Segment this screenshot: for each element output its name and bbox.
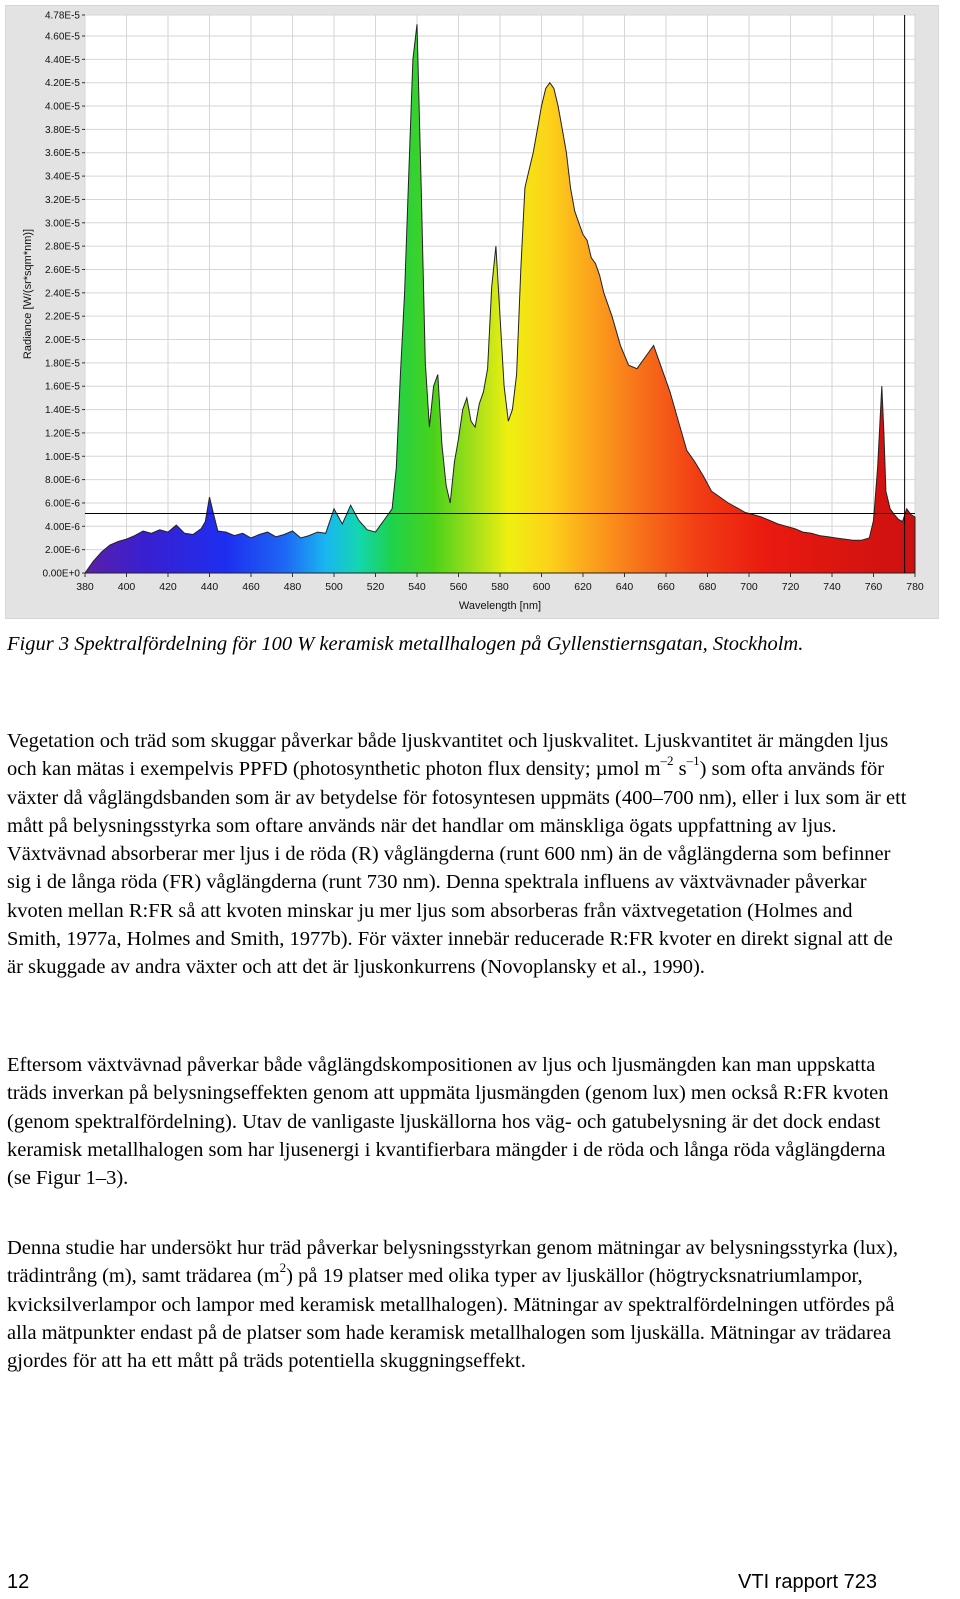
- figure-caption: Figur 3 Spektralfördelning för 100 W keramisk metallhalogen på Gyllenstiernsgatan, Stockholm.: [7, 633, 804, 655]
- spectral-chart: [5, 5, 939, 619]
- x-tick-label: 640: [615, 581, 634, 593]
- x-tick-label: 580: [491, 581, 509, 593]
- x-tick-label: 380: [76, 581, 94, 593]
- paragraph-3-text-a: Denna studie har undersökt hur träd påverkar belysningsstyrkan genom mätningar av belysningsstyrka (lux), trädintrång (m), samt trädarea (m: [7, 1237, 898, 1288]
- paragraph-1-text-c: ) som ofta används för växter då våglängdsbanden som är av betydelse för fotosyntesen uppmäts (400–700 nm), eller i lux som är ett mått på belysningsstyrka som oftare används när det handlar om mänskliga ögats uppfattning av ljus. Växtvävnad absorberar mer ljus i de röda (R) våglängderna (runt 600 nm) än de våglängderna som befinner sig i de långa röda (FR) våglängderna (runt 730 nm). Denna spektrala influens av växtvävnader påverkar kvoten mellan R:FR så att kvoten minskar ju mer ljus som absorberas från växtvegetation (Holmes and Smith, 1977a, Holmes and Smith, 1977b). För växter innebär reducerade R:FR kvoter en direkt signal att de är skuggade av andra växter och att det är ljuskonkurrens (Novoplansky et al., 1990).: [7, 758, 907, 979]
- paragraph-3-sup: 2: [279, 1260, 287, 1276]
- x-tick-label: 480: [283, 581, 302, 593]
- x-tick-label: 560: [449, 581, 468, 593]
- y-tick-label: 2.80E-5: [44, 241, 80, 253]
- x-tick-label: 440: [200, 581, 219, 593]
- paragraph-1-text-a: Vegetation och träd som skuggar påverkar både ljuskvantitet och ljuskvalitet. Ljuskvantitet är mängden ljus och kan mätas i exempelvis PPFD (photosynthetic photon flux density; µmol m: [7, 730, 889, 781]
- y-tick-label: 1.80E-5: [44, 358, 80, 370]
- x-tick-label: 740: [823, 581, 841, 593]
- y-tick-label: 4.20E-5: [44, 78, 80, 90]
- report-id: VTI rapport 723: [738, 1571, 877, 1593]
- paragraph-1-text-b: s: [673, 758, 687, 781]
- y-tick-label: 1.40E-5: [44, 405, 80, 417]
- y-tick-label: 1.00E-5: [44, 451, 80, 463]
- y-tick-label: 4.40E-5: [44, 54, 80, 66]
- y-tick-label: 8.00E-6: [44, 475, 80, 487]
- y-tick-label: 2.20E-5: [44, 311, 80, 323]
- y-tick-label: 0.00E+0: [42, 568, 80, 580]
- y-tick-label: 3.60E-5: [44, 148, 80, 160]
- y-tick-label: 4.78E-5: [44, 10, 80, 22]
- paragraph-1-sup-1: –2: [660, 753, 674, 769]
- y-tick-label: 2.40E-5: [44, 288, 80, 300]
- x-tick-label: 700: [740, 581, 758, 593]
- paragraph-1-sup-2: –1: [686, 753, 700, 769]
- x-tick-label: 620: [574, 581, 592, 593]
- y-tick-label: 1.20E-5: [44, 428, 80, 440]
- x-tick-label: 420: [159, 581, 177, 593]
- x-tick-label: 760: [864, 581, 883, 593]
- y-axis-label: Radiance [W/(sr*sqm*nm)]: [22, 228, 34, 360]
- x-tick-label: 600: [532, 581, 551, 593]
- y-tick-label: 3.20E-5: [44, 194, 80, 206]
- x-tick-label: 460: [242, 581, 260, 593]
- x-tick-label: 540: [408, 581, 426, 593]
- y-tick-label: 2.00E-6: [44, 545, 80, 557]
- y-tick-label: 4.00E-5: [44, 101, 80, 113]
- x-tick-label: 780: [906, 581, 924, 593]
- x-tick-label: 720: [781, 581, 800, 593]
- y-tick-label: 2.00E-5: [44, 335, 80, 347]
- paragraph-1: [7, 727, 907, 982]
- x-axis-label: Wavelength [nm]: [458, 600, 542, 612]
- y-tick-label: 3.40E-5: [44, 171, 80, 183]
- y-tick-label: 4.60E-5: [44, 31, 80, 43]
- x-tick-label: 660: [657, 581, 675, 593]
- spectral-chart-svg: [5, 5, 939, 619]
- x-tick-label: 680: [698, 581, 717, 593]
- y-tick-label: 3.00E-5: [44, 218, 80, 230]
- x-tick-label: 400: [117, 581, 136, 593]
- y-tick-label: 3.80E-5: [44, 124, 80, 136]
- paragraph-3: [7, 1234, 907, 1375]
- paragraph-3-text-b: ) på 19 platser med olika typer av ljuskällor (högtrycksnatriumlampor, kvicksilverlampor och lampor med keramisk metallhalogen). Mätningar av spektralfördelningen utfördes på alla mätpunkter endast på de platser som hade keramisk metallhalogen som ljuskälla. Mätningar av trädarea gjordes för att ha ett mått på träds potentiella skuggningseffekt.: [7, 1265, 895, 1373]
- x-tick-label: 520: [366, 581, 385, 593]
- y-tick-label: 6.00E-6: [44, 498, 80, 510]
- y-tick-label: 1.60E-5: [44, 381, 80, 393]
- page-number: 12: [7, 1571, 30, 1593]
- x-tick-label: 500: [325, 581, 343, 593]
- paragraph-2: Eftersom växtvävnad påverkar både våglängdskompositionen av ljus och ljusmängden kan man uppskatta träds inverkan på belysningseffekten genom att uppmäta ljusmängden (genom lux) men också R:FR kvoten (genom spektralfördelning). Utav de vanligaste ljuskällorna hos väg- och gatubelysning är det dock endast keramisk metallhalogen som har ljusenergi i kvantifierbara mängder i de röda och långa röda våglängderna (se Figur 1–3).: [7, 1054, 889, 1190]
- y-tick-label: 2.60E-5: [44, 264, 80, 276]
- y-tick-label: 4.00E-6: [44, 521, 80, 533]
